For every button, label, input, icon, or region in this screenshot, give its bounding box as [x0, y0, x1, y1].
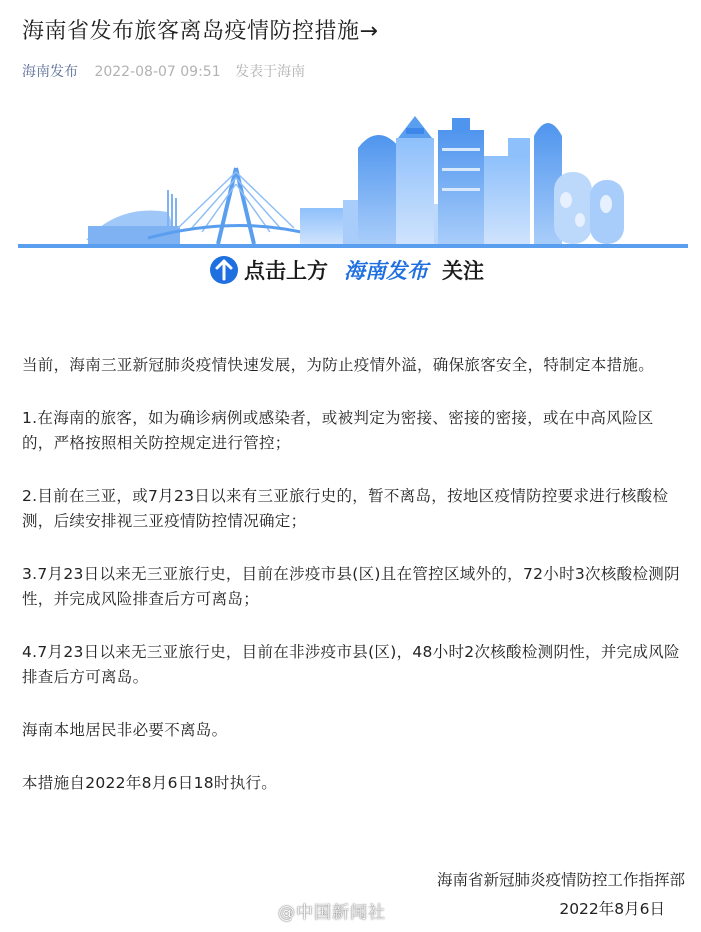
paragraph: 1.在海南的旅客，如为确诊病例或感染者，或被判定为密接、密接的密接，或在中高风险区的，严格按照相关防控规定进行管控； [22, 409, 654, 452]
ground-line [18, 244, 688, 248]
publish-location: 发表于海南 [235, 64, 306, 80]
paragraph: 本措施自2022年8月6日18时执行。 [22, 774, 278, 792]
paragraph: 2.目前在三亚，或7月23日以来有三亚旅行史的，暂不离岛，按地区疫情防控要求进行核酸检测，后续安排视三亚疫情防控情况确定； [22, 487, 669, 530]
skyline-illustration [18, 108, 688, 304]
bridge-shape [148, 168, 318, 244]
paragraph: 海南本地居民非必要不离岛。 [22, 721, 228, 739]
tower-pagoda [396, 116, 434, 244]
tower-tall [438, 118, 484, 244]
building-mid [508, 138, 530, 158]
watermark: @中国新闻社 [278, 903, 386, 923]
article-meta [22, 62, 305, 82]
cta-suffix: 关注 [442, 259, 484, 283]
follow-banner[interactable] [18, 108, 688, 304]
cta-prefix: 点击上方 [244, 259, 328, 283]
tower-curved [358, 135, 400, 244]
building-mid [484, 156, 530, 244]
article-title: 海南省发布旅客离岛疫情防控措施→ [22, 19, 379, 44]
signature-org: 海南省新冠肺炎疫情防控工作指挥部 [436, 871, 685, 889]
cta-account: 海南发布 [344, 259, 428, 283]
publish-date: 2022-08-07 09:51 [94, 64, 221, 80]
stadium-shape [86, 190, 180, 244]
follow-cta[interactable] [210, 256, 484, 284]
article-body [22, 353, 684, 796]
tower-oval [554, 172, 624, 244]
signature-date: 2022年8月6日 [559, 900, 665, 918]
paragraph: 3.7月23日以来无三亚旅行史，目前在涉疫市县(区)且在管控区域外的，72小时3次核酸检测阴性，并完成风险排查后方可离岛； [22, 565, 680, 608]
paragraph: 4.7月23日以来无三亚旅行史，目前在非涉疫市县(区)，48小时2次核酸检测阴性，并完成风险排查后方可离岛。 [22, 643, 680, 686]
author-link[interactable]: 海南发布 [22, 64, 78, 80]
paragraph: 当前，海南三亚新冠肺炎疫情快速发展，为防止疫情外溢，确保旅客安全，特制定本措施。 [22, 356, 655, 374]
signature [437, 868, 685, 922]
